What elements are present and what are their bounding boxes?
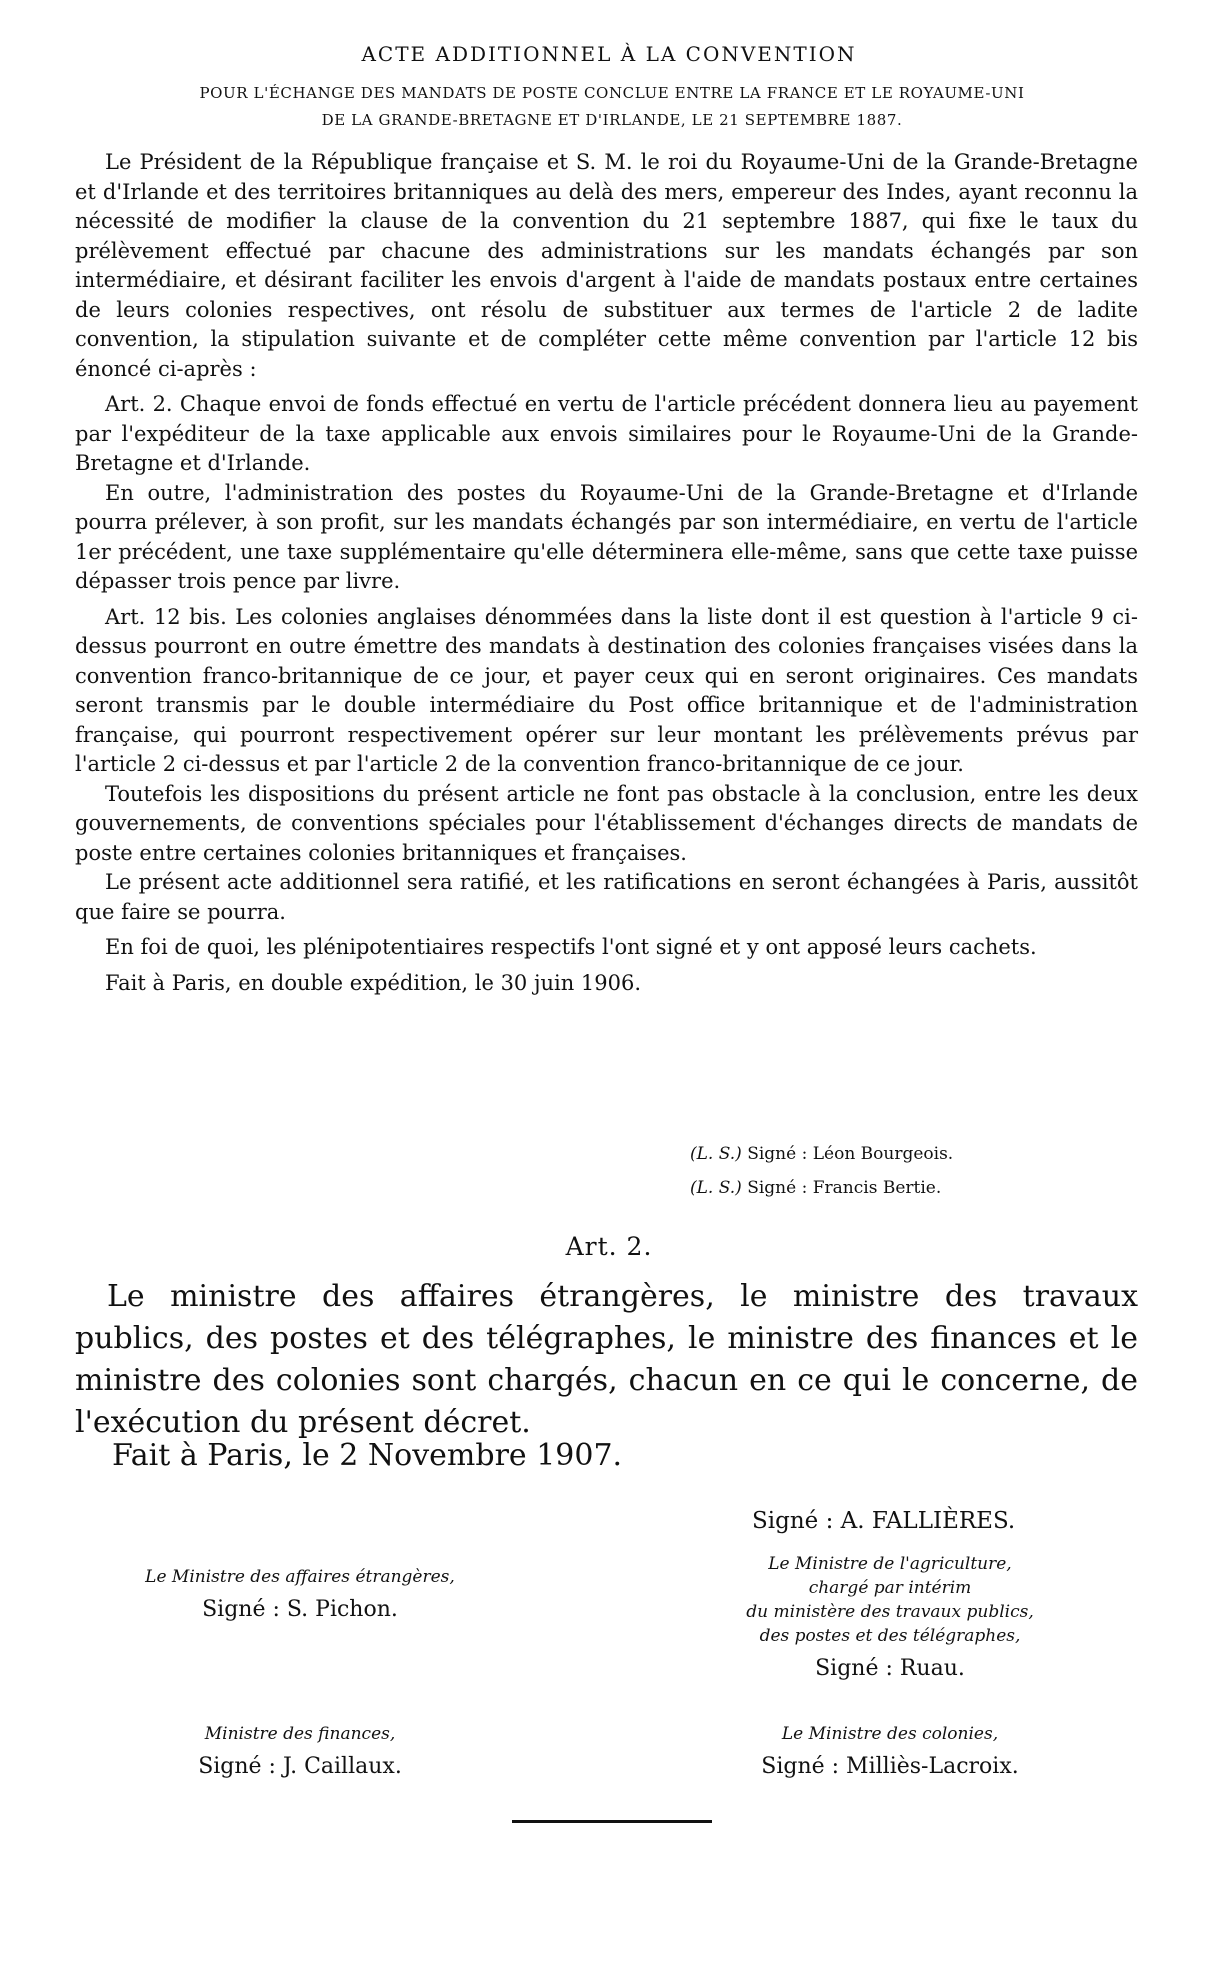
body-paragraph: Fait à Paris, en double expédition, le 30 juin 1906. <box>105 970 642 995</box>
body-paragraph: Toutefois les dispositions du présent article ne font pas obstacle à la conclusion, entre les deux gouvernements, de conventions spéciales pour l'établissement d'échanges directs de mandats de poste entre certaines colonies britanniques et françaises. <box>75 781 1138 865</box>
subtitle-line: POUR L'ÉCHANGE DES MANDATS DE POSTE CONCLUE ENTRE LA FRANCE ET LE ROYAUME-UNI <box>199 84 1025 102</box>
minister-signature: Signé : S. Pichon. <box>202 1597 398 1622</box>
minister-role: Le Ministre des affaires étrangères, <box>145 1567 455 1587</box>
minister-block <box>110 1565 490 1622</box>
document-title: ACTE ADDITIONNEL À LA CONVENTION <box>361 42 857 66</box>
minister-role: du ministère des travaux publics, <box>746 1602 1034 1622</box>
minister-block <box>680 1722 1100 1779</box>
closing-rule <box>512 1820 712 1823</box>
article-heading: Art. 2. <box>565 1232 653 1261</box>
minister-block <box>110 1722 490 1779</box>
body-paragraph: Art. 12 bis. Les colonies anglaises dénommées dans la liste dont il est question à l'article 9 ci-dessus pourront en outre émettre des mandats à destination des colonies françaises visées dans la convention franco-britannique de ce jour, et payer ceux qui en seront originaires. Ces mandats seront transmis par le double intermédiaire du Post office britannique et de l'administration française, qui pourront respectivement opérer sur leur montant les prélèvements prévus par l'article 2 ci-dessus et par l'article 2 de la convention franco-britannique de ce jour. <box>75 604 1138 776</box>
seal-mark: (L. S.) <box>690 1144 742 1164</box>
body-paragraph: En foi de quoi, les plénipotentiaires respectifs l'ont signé et y ont apposé leurs cachets. <box>105 935 1037 959</box>
signature-line <box>690 1178 1090 1198</box>
document-subtitle <box>92 80 1132 134</box>
minister-role: Le Ministre de l'agriculture, <box>768 1554 1012 1574</box>
signature-line <box>690 1144 1090 1164</box>
minister-role: Ministre des finances, <box>204 1724 396 1744</box>
convention-body <box>75 148 1138 998</box>
president-signature: Signé : A. FALLIÈRES. <box>752 1508 1016 1534</box>
decree-date: Fait à Paris, le 2 Novembre 1907. <box>112 1438 623 1473</box>
minister-role: chargé par intérim <box>808 1578 972 1598</box>
decree-article <box>75 1276 1138 1444</box>
seal-mark: (L. S.) <box>690 1178 742 1198</box>
body-paragraph: Le Président de la République française et S. M. le roi du Royaume-Uni de la Grande-Bretagne et d'Irlande et des territoires britanniques au delà des mers, empereur des Indes, ayant reconnu la nécessité de modifier la clause de la convention du 21 septembre 1887, qui fixe le taux du prélèvement effectué par chacune des administrations sur les mandats échangés par son intermédiaire, et désirant faciliter les envois d'argent à l'aide de mandats postaux entre certaines de leurs colonies respectives, ont résolu de substituer aux termes de l'article 2 de ladite convention, la stipulation suivante et de compléter cette même convention par l'article 12 bis énoncé ci-après : <box>75 150 1138 381</box>
body-paragraph: Art. 2. Chaque envoi de fonds effectué en vertu de l'article précédent donnera lieu au payement par l'expéditeur de la taxe applicable aux envois similaires pour le Royaume-Uni de la Grande-Bretagne et d'Irlande. <box>75 392 1138 475</box>
minister-role: des postes et des télégraphes, <box>759 1626 1021 1646</box>
minister-signature: Signé : Milliès-Lacroix. <box>761 1754 1019 1779</box>
body-paragraph: Le présent acte additionnel sera ratifié, et les ratifications en seront échangées à Paris, aussitôt que faire se pourra. <box>75 870 1138 924</box>
minister-signature: Signé : Ruau. <box>815 1656 965 1681</box>
minister-block <box>680 1552 1100 1681</box>
minister-role: Le Ministre des colonies, <box>781 1724 999 1744</box>
signatory: Signé : Francis Bertie. <box>747 1178 942 1198</box>
signatory: Signé : Léon Bourgeois. <box>747 1144 954 1164</box>
body-paragraph: En outre, l'administration des postes du Royaume-Uni de la Grande-Bretagne et d'Irlande pourra prélever, à son profit, sur les mandats échangés par son intermédiaire, en vertu de l'article 1er précédent, une taxe supplémentaire qu'elle déterminera elle-même, sans que cette taxe puisse dépasser trois pence par livre. <box>75 480 1138 593</box>
minister-signature: Signé : J. Caillaux. <box>198 1754 402 1779</box>
decree-paragraph: Le ministre des affaires étrangères, le ministre des travaux publics, des postes et des télégraphes, le ministre des finances et le ministre des colonies sont chargés, chacun en ce qui le concerne, de l'exécution du présent décret. <box>75 1279 1138 1440</box>
subtitle-line: DE LA GRANDE-BRETAGNE ET D'IRLANDE, LE 21 SEPTEMBRE 1887. <box>321 111 903 129</box>
